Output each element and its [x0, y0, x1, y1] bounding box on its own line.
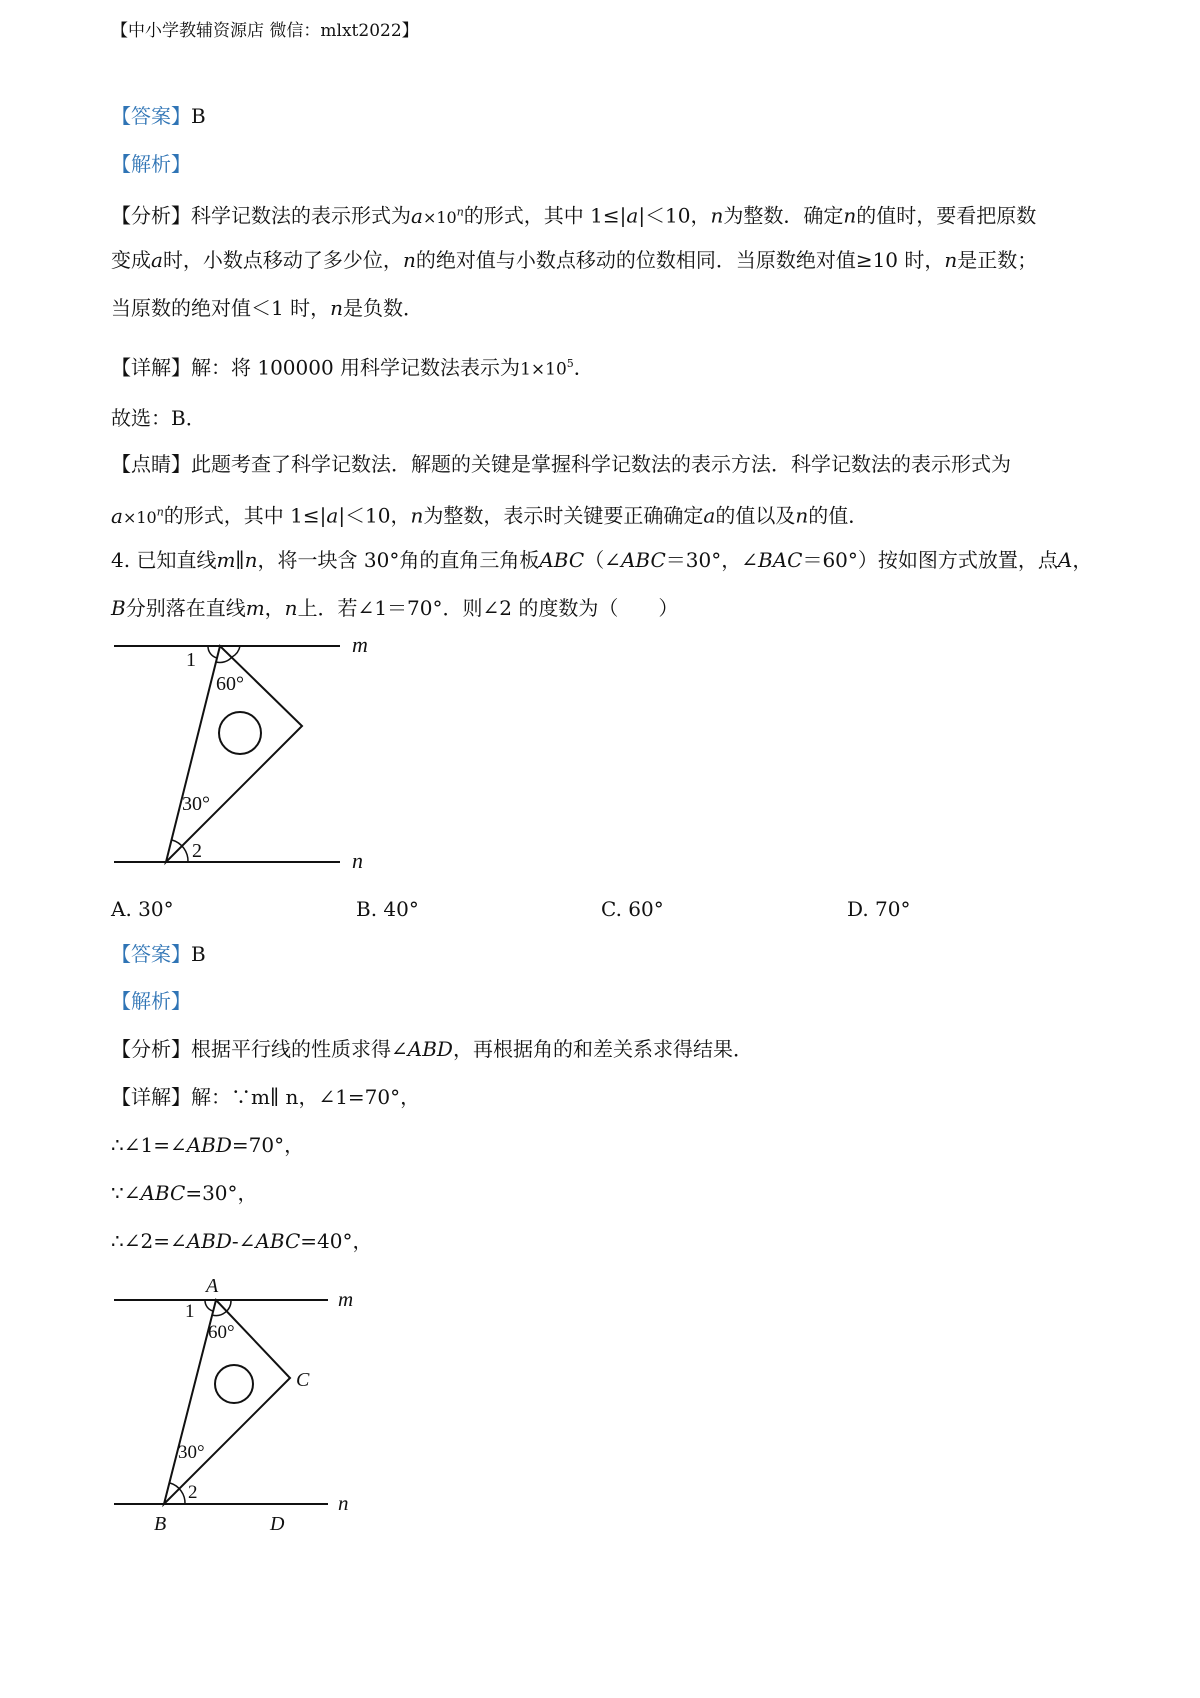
text: 上．若∠1＝70°．则∠2 的度数为（ ）	[297, 596, 679, 620]
var: n	[795, 503, 809, 528]
angle-30-label: 30°	[182, 793, 210, 815]
text: 时，小数点移动了多少位，	[162, 248, 403, 272]
angle-1-arc	[205, 1300, 213, 1311]
var: ABD	[186, 1229, 232, 1253]
var: a	[111, 503, 123, 528]
var: ABC	[539, 548, 585, 572]
angle-1-label: 1	[186, 649, 196, 671]
text: |＜10，	[638, 203, 711, 228]
answer-value: B	[191, 104, 206, 128]
text: ＝30°，∠	[665, 548, 758, 572]
text: ×10	[422, 207, 457, 227]
line-n-label: n	[352, 848, 363, 873]
var: a	[411, 203, 423, 228]
var: n	[402, 248, 416, 272]
triangle-hole	[219, 712, 261, 754]
exponent: 5	[566, 357, 574, 370]
point-d-label: D	[270, 1513, 285, 1535]
answer-value: B	[191, 942, 206, 966]
q4-fenxi-line	[111, 1036, 753, 1062]
angle-2-label: 2	[188, 1482, 198, 1503]
q4-step-3	[111, 1180, 258, 1206]
text: 是正数；	[957, 248, 1038, 272]
text: 的值以及	[715, 503, 796, 528]
solution-figure	[100, 1272, 380, 1542]
angle-2-label: 2	[192, 840, 202, 862]
source-header: 【中小学教辅资源店 微信：mlxt2022】	[111, 21, 419, 41]
text: ∵∠	[111, 1181, 141, 1205]
var: BAC	[758, 548, 803, 572]
var: n	[330, 296, 343, 320]
text: 已知直线	[136, 548, 217, 572]
angle-1-arc	[208, 646, 217, 658]
var: n	[456, 205, 464, 218]
angle-60-label: 60°	[208, 1322, 235, 1343]
angle-60-label: 60°	[216, 673, 244, 695]
var: ABC	[255, 1229, 301, 1253]
text: =30°，	[185, 1181, 258, 1205]
line-n-label: n	[338, 1491, 349, 1515]
fenxi-line-1	[111, 199, 1036, 231]
text: （∠	[584, 548, 621, 572]
line-m-label: m	[352, 632, 368, 657]
choose-line: 故选：B．	[111, 406, 206, 430]
var: ABD	[186, 1133, 232, 1157]
text: 的形式，其中 1≤|	[163, 503, 327, 528]
var: a	[626, 203, 639, 228]
question-number: 4.	[111, 548, 131, 572]
option-a[interactable]: A. 30°	[111, 897, 174, 921]
var: a	[326, 503, 339, 528]
var: a	[151, 248, 163, 272]
answer-tag: 【答案】	[111, 942, 191, 966]
answer-line	[111, 103, 206, 129]
text: 的形式，其中 1≤|	[463, 203, 627, 228]
text: 变成	[111, 248, 151, 272]
text: 的值时，要看把原数	[856, 203, 1037, 228]
text: ＝60°）按如图方式放置，点	[802, 548, 1058, 572]
text: 根据平行线的性质求得∠	[191, 1037, 408, 1061]
text: ∴∠1=∠	[111, 1133, 187, 1157]
point-b-label: B	[154, 1513, 167, 1535]
angle-1-label: 1	[185, 1301, 195, 1322]
q4-step-4	[111, 1228, 372, 1254]
text: 是负数．	[342, 296, 423, 320]
fenxi-tag: 【分析】	[111, 1037, 191, 1061]
point-a-label: A	[206, 1275, 219, 1297]
sci-notation	[411, 204, 464, 228]
text: 为整数，表示时关键要正确确定	[423, 503, 704, 528]
sci-notation	[111, 504, 164, 528]
text: ∴∠2=∠	[111, 1229, 187, 1253]
dianjing-line-2	[111, 499, 868, 531]
fenxi-line-2	[111, 247, 1037, 273]
text: 分别落在直线	[125, 596, 246, 620]
xiangjie-tag: 【详解】	[111, 355, 191, 380]
angle-60-arc-2	[232, 646, 240, 657]
analysis-tag: 【解析】	[111, 152, 191, 176]
xiangjie-line	[111, 351, 594, 383]
q4-analysis-tag: 【解析】	[111, 989, 191, 1013]
text: -∠	[231, 1229, 256, 1253]
text: ，	[1072, 548, 1093, 572]
var: n	[284, 596, 298, 620]
text: 此题考查了科学记数法．解题的关键是掌握科学记数法的表示方法．科学记数法的表示形式为	[191, 452, 1011, 476]
option-b[interactable]: B. 40°	[356, 897, 419, 921]
text: ，	[264, 596, 285, 620]
var: n	[843, 203, 857, 228]
q4-line-2	[111, 595, 678, 621]
angle-30-label: 30°	[178, 1442, 205, 1463]
q4-answer-line	[111, 941, 206, 967]
var: B	[111, 596, 126, 620]
dianjing-line-1	[111, 451, 1011, 477]
text: 科学记数法的表示形式为	[191, 203, 411, 228]
text: 解：将 100000 用科学记数法表示为	[191, 355, 521, 380]
var: a	[703, 503, 716, 528]
text: =40°，	[300, 1229, 373, 1253]
option-d[interactable]: D. 70°	[847, 897, 911, 921]
question-figure	[100, 628, 400, 878]
formula: 1×10	[520, 359, 567, 380]
text: 当原数的绝对值＜1 时，	[111, 296, 331, 320]
var: n	[710, 203, 724, 228]
text: ．	[573, 355, 594, 380]
dianjing-tag: 【点睛】	[111, 452, 191, 476]
text: 解：∵m∥ n，∠1=70°，	[191, 1085, 421, 1109]
text: |＜10，	[338, 503, 411, 528]
fenxi-line-3	[111, 295, 423, 321]
answer-tag: 【答案】	[111, 104, 191, 128]
text: =70°，	[231, 1133, 305, 1157]
xiangjie-tag: 【详解】	[111, 1085, 191, 1109]
triangle-hole	[215, 1365, 253, 1403]
var: ABD	[407, 1037, 453, 1061]
q4-line-1	[111, 547, 1092, 573]
var: ABC	[620, 548, 666, 572]
fenxi-tag: 【分析】	[111, 203, 191, 228]
var: m	[245, 596, 265, 620]
var: n	[944, 248, 958, 272]
q4-step-1	[111, 1084, 420, 1110]
var: m∥n	[216, 548, 258, 572]
line-m-label: m	[338, 1287, 354, 1311]
text: 的值．	[808, 503, 869, 528]
text: ，再根据角的和差关系求得结果．	[452, 1037, 753, 1061]
text: ×10	[122, 507, 157, 527]
text: 为整数．确定	[723, 203, 844, 228]
var: n	[410, 503, 424, 528]
angle-60-arc	[216, 657, 232, 662]
var: ABC	[140, 1181, 186, 1205]
option-c[interactable]: C. 60°	[601, 897, 664, 921]
var: A	[1057, 548, 1073, 572]
text: ，将一块含 30°角的直角三角板	[257, 548, 540, 572]
point-c-label: C	[296, 1369, 310, 1391]
text: 的绝对值与小数点移动的位数相同．当原数绝对值≥10 时，	[415, 248, 945, 272]
var: n	[156, 505, 164, 518]
q4-step-2	[111, 1132, 304, 1158]
